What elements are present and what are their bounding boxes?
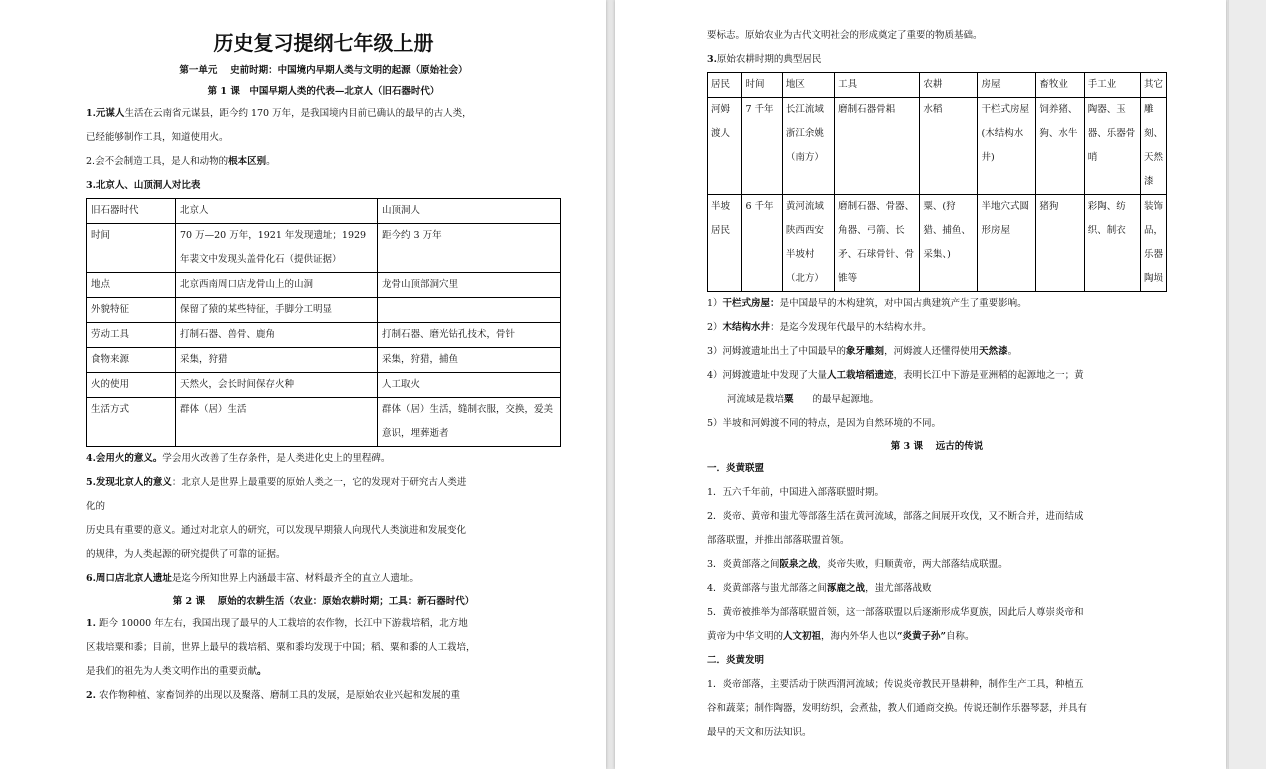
n3-prefix: 3）河姆渡遗址出土了中国最早的 bbox=[707, 346, 847, 357]
table-cell: 采集，狩猎 bbox=[176, 348, 378, 373]
l2p1-number: 1. bbox=[86, 618, 96, 629]
l2p2-number: 2. bbox=[86, 690, 96, 701]
table-header-cell: 畜牧业 bbox=[1036, 73, 1084, 98]
lesson-1-heading: 第 1 课 中国早期人类的代表—北京人（旧石器时代） bbox=[207, 86, 440, 97]
paragraph-4 bbox=[86, 447, 561, 471]
section-1-heading bbox=[707, 457, 1167, 481]
n4-keyword: 人工栽培稻遗迹 bbox=[827, 370, 894, 381]
paragraph-3 bbox=[707, 48, 1167, 72]
n3-mid: ，河姆渡人还懂得使用 bbox=[884, 346, 980, 357]
table-cell: 地点 bbox=[87, 273, 176, 298]
table-cell: 生活方式 bbox=[87, 398, 176, 447]
lesson2-paragraph-1-cont2 bbox=[86, 660, 561, 684]
p4-keyword: 4.会用火的意义。 bbox=[86, 453, 163, 464]
paragraph-6 bbox=[86, 567, 561, 591]
p2-keyword: 根本区别 bbox=[228, 156, 267, 167]
table-cell: 长江流域浙江余姚（南方） bbox=[782, 98, 834, 195]
table-header-cell: 工具 bbox=[835, 73, 920, 98]
table-cell: 装饰品，乐器陶埙 bbox=[1141, 195, 1167, 292]
table-row bbox=[87, 273, 561, 298]
table-cell: 保留了猿的某些特征，手脚分工明显 bbox=[176, 298, 378, 323]
vertical-scrollbar[interactable] bbox=[1228, 0, 1266, 769]
n4-cont-prefix: 河流域是栽培 bbox=[727, 394, 785, 405]
n1-prefix: 1） bbox=[707, 298, 723, 309]
table-cell: 采集，狩猎，捕鱼 bbox=[378, 348, 561, 373]
continued-line: 要标志。原始农业为古代文明社会的形成奠定了重要的物质基础。 bbox=[707, 30, 983, 41]
settlers-table bbox=[707, 72, 1167, 292]
document-page-left bbox=[0, 0, 606, 769]
table-header-cell: 旧石器时代 bbox=[87, 199, 176, 224]
table-cell: 食物来源 bbox=[87, 348, 176, 373]
n3-end: 。 bbox=[1007, 346, 1018, 357]
table-header-row bbox=[87, 199, 561, 224]
n4-text: ，表明长江中下游是亚洲稻的起源地之一；黄 bbox=[893, 370, 1084, 381]
s1-4-prefix: 4．炎黄部落与蚩尤部落之间 bbox=[707, 583, 828, 594]
table-cell: 猪狗 bbox=[1036, 195, 1084, 292]
note-1 bbox=[707, 292, 1167, 316]
lesson2-paragraph-1 bbox=[86, 612, 561, 636]
table-cell: 6 千年 bbox=[742, 195, 782, 292]
section-2-item-1-cont2: 最早的天文和历法知识。 bbox=[707, 727, 812, 738]
table-cell: 打制石器、兽骨、鹿角 bbox=[176, 323, 378, 348]
section-1-item-1: 1．五六千年前，中国进入部落联盟时期。 bbox=[707, 487, 885, 498]
p1-text: 生活在云南省元谋县，距今约 170 万年，是我国境内目前已确认的最早的古人类， bbox=[124, 108, 472, 119]
section-1-item-2-cont: 部落联盟，并推出部落联盟首领。 bbox=[707, 535, 850, 546]
table-header-cell: 手工业 bbox=[1084, 73, 1140, 98]
table-cell: 劳动工具 bbox=[87, 323, 176, 348]
n3-keyword-1: 象牙雕刻 bbox=[846, 346, 885, 357]
l2p1-dot: 。 bbox=[257, 666, 267, 677]
paragraph-1 bbox=[86, 102, 561, 126]
n3-keyword-2: 天然漆 bbox=[979, 346, 1008, 357]
p2-end: 。 bbox=[266, 156, 276, 167]
table-header-cell: 北京人 bbox=[176, 199, 378, 224]
lesson2-paragraph-2 bbox=[86, 684, 561, 708]
table-header-cell: 其它 bbox=[1141, 73, 1167, 98]
section-1-item-3 bbox=[707, 553, 1167, 577]
unit-heading: 第一单元 史前时期：中国境内早期人类与文明的起源（原始社会） bbox=[179, 65, 468, 76]
note-5: 5）半坡和河姆渡不同的特点，是因为自然环境的不同。 bbox=[707, 418, 942, 429]
table-row bbox=[708, 195, 1167, 292]
table-cell: 外貌特征 bbox=[87, 298, 176, 323]
sec1-heading-text: 一．炎黄联盟 bbox=[707, 463, 765, 474]
table-header-cell: 农耕 bbox=[920, 73, 978, 98]
s1-3-text: ，炎帝失败，归顺黄帝，两大部落结成联盟。 bbox=[817, 559, 1008, 570]
table-cell: 半坡居民 bbox=[708, 195, 742, 292]
table-cell: 陶器、玉器、乐器骨哨 bbox=[1084, 98, 1140, 195]
table-cell: 河姆渡人 bbox=[708, 98, 742, 195]
table-header-row bbox=[708, 73, 1167, 98]
p4-text: 学会用火改善了生存条件，是人类进化史上的里程碑。 bbox=[162, 453, 391, 464]
table-header-cell: 时间 bbox=[742, 73, 782, 98]
table-cell: 北京西南周口店龙骨山上的山洞 bbox=[176, 273, 378, 298]
table-row bbox=[87, 298, 561, 323]
table-row bbox=[87, 323, 561, 348]
table-header-cell: 山顶洞人 bbox=[378, 199, 561, 224]
p3-heading-text: 3.北京人、山顶洞人对比表 bbox=[86, 180, 201, 191]
paragraph-2 bbox=[86, 150, 561, 174]
table-cell bbox=[378, 298, 561, 323]
p6-text: 是迄今所知世界上内涵最丰富、材料最齐全的直立人遗址。 bbox=[171, 573, 419, 584]
p6-keyword: 6.周口店北京人遗址 bbox=[86, 573, 172, 584]
table-header-cell: 地区 bbox=[782, 73, 834, 98]
section-2-heading bbox=[707, 649, 1167, 673]
section-1-item-5: 5．黄帝被推举为部落联盟首领，这一部落联盟以后逐渐形成华夏族，因此后人尊崇炎帝和 bbox=[707, 607, 1084, 618]
s1-5-cont-end: 自称。 bbox=[945, 631, 975, 642]
n2-keyword: 木结构水井 bbox=[722, 322, 771, 333]
paragraph-5-cont3: 的规律，为人类起源的研究提供了可靠的证据。 bbox=[86, 549, 286, 560]
sec2-heading-text: 二．炎黄发明 bbox=[707, 655, 765, 666]
comparison-table bbox=[86, 198, 561, 447]
n2-prefix: 2） bbox=[707, 322, 723, 333]
table-cell: 时间 bbox=[87, 224, 176, 273]
document-page-right bbox=[615, 0, 1226, 769]
section-1-item-4 bbox=[707, 577, 1167, 601]
s1-5-cont-keyword: 人文初祖 bbox=[783, 631, 822, 642]
paragraph-3-heading bbox=[86, 174, 561, 198]
table-cell: 磨制石器、骨器、角器、弓箭、长矛、石球骨针、骨锥等 bbox=[835, 195, 920, 292]
lesson-3-heading: 第 3 课 远古的传说 bbox=[890, 441, 984, 452]
paragraph-5-cont2: 历史具有重要的意义。通过对北京人的研究，可以发现早期猿人向现代人类演进和发展变化 bbox=[86, 525, 467, 536]
section-1-item-2: 2．炎帝、黄帝和蚩尤等部落生活在黄河流域，部落之间展开攻伐，又不断合并，进而结成 bbox=[707, 511, 1084, 522]
table-cell: 磨制石器骨耜 bbox=[835, 98, 920, 195]
note-2 bbox=[707, 316, 1167, 340]
p1-number: 1. bbox=[86, 108, 96, 119]
table-cell: 火的使用 bbox=[87, 373, 176, 398]
p1-keyword: 元谋人 bbox=[95, 108, 125, 119]
s1-5-cont-prefix: 黄帝为中华文明的 bbox=[707, 631, 784, 642]
l2p1-cont2-text: 是我们的祖先为人类文明作出的重要贡献 bbox=[86, 666, 258, 677]
p3-number: 3. bbox=[707, 54, 717, 65]
table-cell: 水稻 bbox=[920, 98, 978, 195]
l2p2-text: 农作物种植、家畜饲养的出现以及聚落、磨制工具的发展，是原始农业兴起和发展的重 bbox=[95, 690, 460, 701]
paragraph-5-cont1: 化的 bbox=[86, 501, 106, 512]
p5-keyword: 5.发现北京人的意义 bbox=[86, 477, 172, 488]
s1-5-cont-mid: ，海内外华人也以 bbox=[821, 631, 898, 642]
n4-cont-keyword: 粟 bbox=[784, 394, 794, 405]
lesson-2-heading: 第 2 课 原始的农耕生活（农业：原始农耕时期；工具：新石器时代） bbox=[172, 596, 475, 607]
table-cell: 人工取火 bbox=[378, 373, 561, 398]
s1-4-keyword: 涿鹿之战 bbox=[827, 583, 866, 594]
n1-text: 是中国最早的木构建筑，对中国古典建筑产生了重要影响。 bbox=[779, 298, 1027, 309]
table-cell: 打制石器、磨光钻孔技术，骨针 bbox=[378, 323, 561, 348]
p5-text: ：北京人是世界上最重要的原始人类之一，它的发现对于研究古人类进 bbox=[171, 477, 467, 488]
table-cell: 7 千年 bbox=[742, 98, 782, 195]
p3-text: 原始农耕时期的典型居民 bbox=[716, 54, 822, 65]
section-2-item-1-cont1: 谷和蔬菜；制作陶器，发明纺织，会煮盐，教人们通商交换。传说还制作乐器琴瑟，并具有 bbox=[707, 703, 1088, 714]
table-cell: 龙骨山顶部洞穴里 bbox=[378, 273, 561, 298]
table-row bbox=[87, 373, 561, 398]
section-2-item-1: 1．炎帝部落，主要活动于陕西渭河流域；传说炎帝教民开垦耕种，制作生产工具，种植五 bbox=[707, 679, 1084, 690]
paragraph-5 bbox=[86, 471, 561, 495]
table-row bbox=[87, 398, 561, 447]
note-4-cont bbox=[707, 388, 1167, 412]
table-cell: 干栏式房屋(木结构水井) bbox=[978, 98, 1036, 195]
table-header-cell: 房屋 bbox=[978, 73, 1036, 98]
table-cell: 天然火，会长时间保存火种 bbox=[176, 373, 378, 398]
table-header-cell: 居民 bbox=[708, 73, 742, 98]
paragraph-1-cont: 已经能够制作工具，知道使用火。 bbox=[86, 132, 229, 143]
table-cell: 群体（居）生活 bbox=[176, 398, 378, 447]
s1-5-cont-keyword-2: “炎黄子孙” bbox=[897, 631, 946, 642]
section-1-item-5-cont bbox=[707, 625, 1167, 649]
table-cell: 距今约 3 万年 bbox=[378, 224, 561, 273]
table-row bbox=[87, 224, 561, 273]
p2-text: 2.会不会制造工具，是人和动物的 bbox=[86, 156, 229, 167]
table-cell: 雕刻、天然漆 bbox=[1141, 98, 1167, 195]
table-row bbox=[87, 348, 561, 373]
table-cell: 70 万—20 万年，1921 年发现遗址；1929 年裴文中发现头盖骨化石（提供证据） bbox=[176, 224, 378, 273]
note-3 bbox=[707, 340, 1167, 364]
n1-keyword: 干栏式房屋： bbox=[722, 298, 780, 309]
page-right-content bbox=[707, 24, 1167, 745]
n4-cont-text: 的最早起源地。 bbox=[793, 394, 880, 405]
note-4 bbox=[707, 364, 1167, 388]
table-cell: 彩陶、纺织、制衣 bbox=[1084, 195, 1140, 292]
s1-4-text: ，蚩尤部落战败 bbox=[865, 583, 932, 594]
table-cell: 群体（居）生活，缝制衣服，交换，爱美意识，埋葬逝者 bbox=[378, 398, 561, 447]
table-cell: 粟、(狩猎、捕鱼、采集、) bbox=[920, 195, 978, 292]
table-cell: 饲养猪、狗、水牛 bbox=[1036, 98, 1084, 195]
s1-3-keyword: 阪泉之战 bbox=[779, 559, 818, 570]
document-title: 历史复习提纲七年级上册 bbox=[213, 31, 434, 55]
s1-3-prefix: 3．炎黄部落之间 bbox=[707, 559, 780, 570]
table-row bbox=[708, 98, 1167, 195]
table-cell: 黄河流域陕西西安半坡村（北方） bbox=[782, 195, 834, 292]
n4-prefix: 4）河姆渡遗址中发现了大量 bbox=[707, 370, 828, 381]
l2p1-text: 距今 10000 年左右，我国出现了最早的人工栽培的农作物，长江中下游栽培稻，北方地 bbox=[95, 618, 468, 629]
lesson2-paragraph-1-cont1: 区栽培粟和黍；目前，世界上最早的栽培稻、粟和黍均发现于中国；稻、粟和黍的人工栽培， bbox=[86, 642, 476, 653]
n2-text: ：是迄今发现年代最早的木结构水井。 bbox=[770, 322, 932, 333]
table-cell: 半地穴式圆形房屋 bbox=[978, 195, 1036, 292]
page-left-content bbox=[86, 26, 561, 708]
